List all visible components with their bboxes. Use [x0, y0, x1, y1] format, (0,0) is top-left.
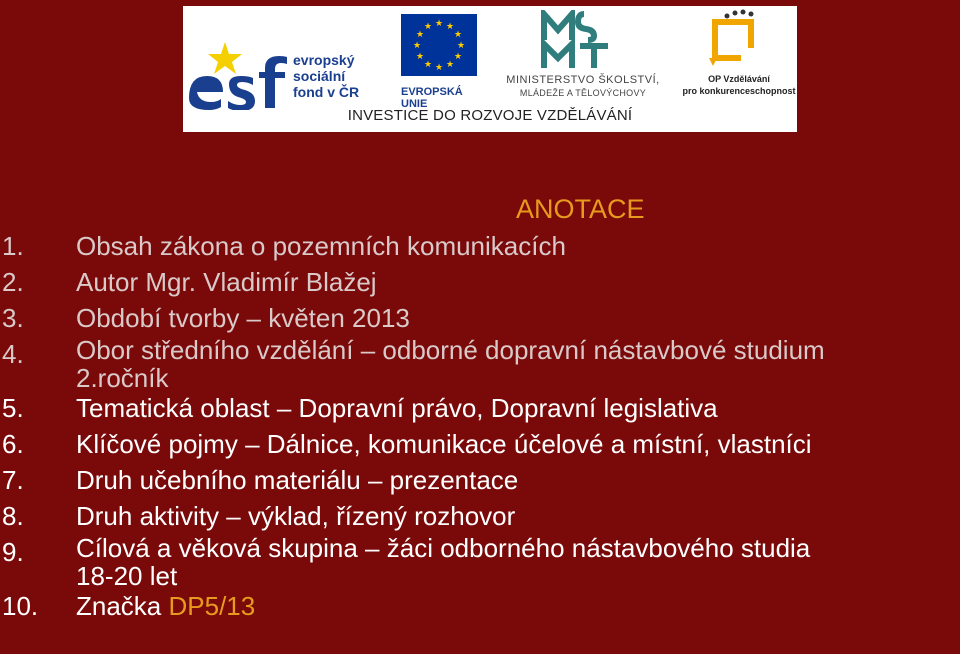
item-text-line: Cílová a věková skupina – žáci odborného nástavbového studia — [76, 533, 811, 563]
item-number: 10. — [2, 591, 39, 621]
item-number: 7. — [2, 465, 24, 495]
list-item — [0, 264, 960, 300]
svg-text:★: ★ — [415, 30, 425, 40]
list-item — [0, 426, 960, 462]
logo-banner — [183, 6, 797, 132]
list-item — [0, 462, 960, 498]
item-text — [76, 588, 255, 624]
esf-logo — [183, 12, 373, 98]
eu-label: EVROPSKÁ UNIE — [401, 86, 463, 110]
item-code-highlight: DP5/13 — [168, 591, 256, 621]
item-number: 8. — [2, 501, 24, 531]
svg-text:★: ★ — [453, 52, 463, 62]
svg-text:★: ★ — [434, 63, 444, 73]
item-number: 4. — [2, 339, 24, 369]
item-number: 5. — [2, 393, 24, 423]
item-text: Obsah zákona o pozemních komunikacích — [76, 231, 566, 261]
svg-text:★: ★ — [434, 19, 444, 29]
svg-text:★: ★ — [445, 60, 455, 70]
eu-flag-icon — [401, 14, 477, 76]
list-item — [0, 335, 960, 393]
svg-text:★: ★ — [453, 30, 463, 40]
list-item — [0, 588, 960, 624]
item-number: 3. — [2, 303, 24, 333]
op-logo — [681, 8, 797, 100]
item-text: Druh učebního materiálu – prezentace — [76, 465, 519, 495]
svg-text:★: ★ — [412, 41, 422, 51]
esf-mark-icon — [185, 40, 295, 110]
item-text: Tematická oblast – Dopravní právo, Dopravní legislativa — [76, 393, 718, 423]
esf-line: sociální — [293, 68, 346, 84]
op-mark-icon — [705, 8, 765, 70]
item-text: Druh aktivity – výklad, řízený rozhovor — [76, 501, 516, 531]
page-title: ANOTACE — [516, 194, 645, 224]
item-text — [76, 336, 825, 392]
item-text-label: Značka — [76, 591, 169, 621]
eu-logo — [401, 14, 477, 110]
svg-text:★: ★ — [456, 41, 466, 51]
svg-text:★: ★ — [423, 60, 433, 70]
svg-text:★: ★ — [415, 52, 425, 62]
item-number: 9. — [2, 537, 24, 567]
svg-text:★: ★ — [423, 22, 433, 32]
list-item — [0, 390, 960, 426]
msmt-line: MINISTERSTVO ŠKOLSTVÍ, — [506, 74, 660, 86]
item-text: Období tvorby – květen 2013 — [76, 303, 410, 333]
list-item — [0, 300, 960, 336]
item-text — [76, 534, 810, 590]
op-line: pro konkurenceschopnost — [682, 86, 796, 96]
msmt-line: MLÁDEŽE A TĚLOVÝCHOVY — [519, 88, 647, 98]
banner-caption: INVESTICE DO ROZVOJE VZDĚLÁVÁNÍ — [347, 107, 633, 124]
annotation-list — [0, 228, 960, 624]
esf-line: evropský — [293, 52, 355, 68]
item-text: Autor Mgr. Vladimír Blažej — [76, 267, 377, 297]
esf-line: fond v ČR — [293, 84, 360, 100]
item-text: Klíčové pojmy – Dálnice, komunikace účelové a místní, vlastníci — [76, 429, 812, 459]
item-number: 2. — [2, 267, 24, 297]
svg-text:★: ★ — [445, 22, 455, 32]
list-item — [0, 533, 960, 591]
item-text-line: 18-20 let — [76, 561, 178, 591]
item-number: 1. — [2, 231, 24, 261]
item-number: 6. — [2, 429, 24, 459]
msmt-logo — [483, 10, 683, 100]
esf-text — [293, 52, 359, 100]
item-text-line: 2.ročník — [76, 363, 169, 393]
list-item — [0, 228, 960, 264]
list-item — [0, 498, 960, 534]
item-text-line: Obor středního vzdělání – odborné dopravní nástavbové studium — [76, 335, 825, 365]
msmt-mark-icon — [538, 10, 628, 70]
op-line: OP Vzdělávání — [708, 74, 770, 84]
